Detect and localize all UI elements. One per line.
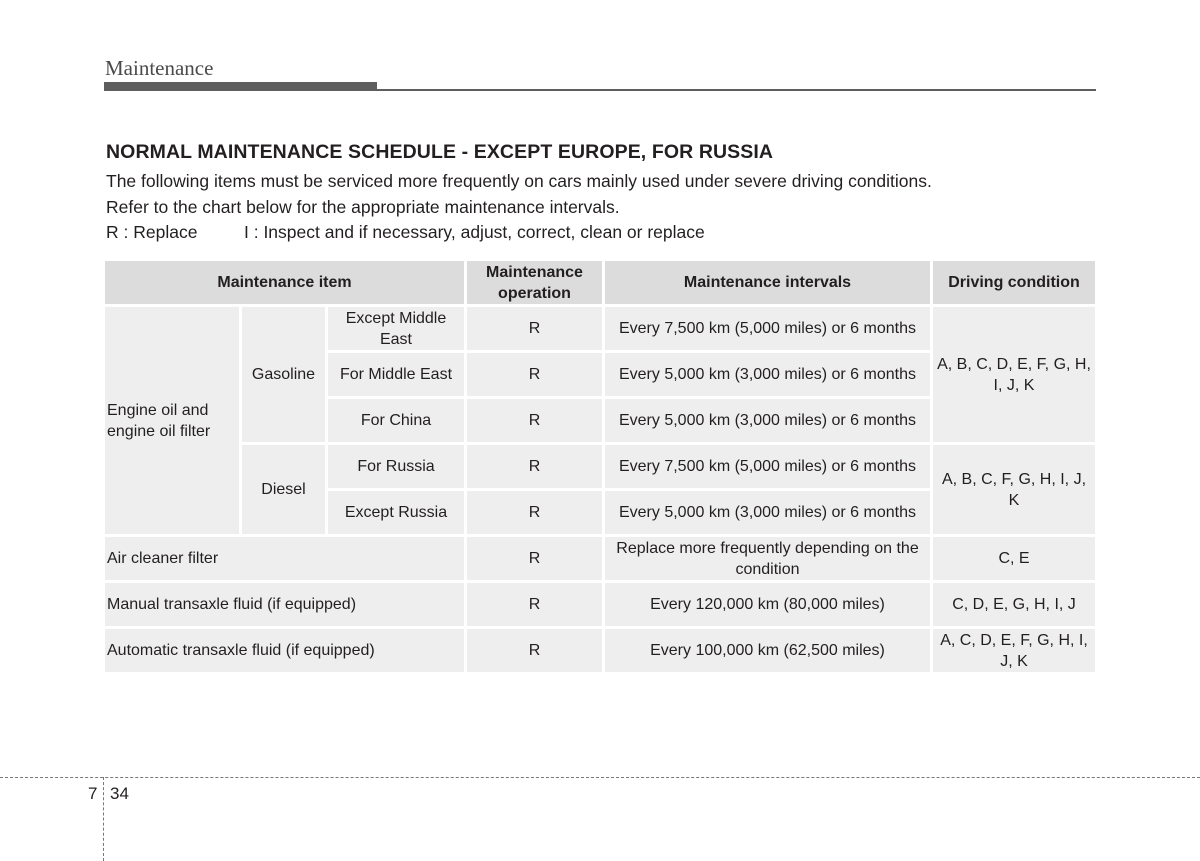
interval-cell: Every 7,500 km (5,000 miles) or 6 months	[605, 307, 930, 350]
table-header-row	[105, 261, 1095, 304]
operation-cell: R	[467, 307, 602, 350]
condition-cell: C, E	[933, 537, 1095, 580]
operation-cell: R	[467, 629, 602, 672]
interval-cell: Every 5,000 km (3,000 miles) or 6 months	[605, 491, 930, 534]
item-cell: Automatic transaxle fluid (if equipped)	[105, 629, 464, 672]
footer-divider-horizontal	[0, 777, 1200, 778]
interval-cell: Every 7,500 km (5,000 miles) or 6 months	[605, 445, 930, 488]
operation-cell: R	[467, 537, 602, 580]
interval-cell: Replace more frequently depending on the condition	[605, 537, 930, 580]
maintenance-schedule-table	[102, 258, 1098, 675]
table-row	[105, 583, 1095, 626]
header-maintenance-item: Maintenance item	[105, 261, 464, 304]
item-cell: Manual transaxle fluid (if equipped)	[105, 583, 464, 626]
item-cell: Air cleaner filter	[105, 537, 464, 580]
gasoline-condition: A, B, C, D, E, F, G, H, I, J, K	[933, 307, 1095, 442]
variant-cell: Except Russia	[328, 491, 464, 534]
header-bar-thick	[104, 82, 377, 91]
interval-cell: Every 5,000 km (3,000 miles) or 6 months	[605, 399, 930, 442]
interval-cell: Every 120,000 km (80,000 miles)	[605, 583, 930, 626]
table-row	[105, 307, 1095, 350]
header-rule	[377, 89, 1096, 91]
table-row	[105, 629, 1095, 672]
legend-line	[106, 222, 705, 243]
section-title: Maintenance	[105, 56, 214, 80]
variant-cell: For Middle East	[328, 353, 464, 396]
legend-replace: R : Replace	[106, 222, 198, 242]
variant-cell: For Russia	[328, 445, 464, 488]
variant-cell: For China	[328, 399, 464, 442]
table-row	[105, 537, 1095, 580]
intro-line-1: The following items must be serviced more frequently on cars mainly used under severe driving conditions.	[106, 171, 932, 191]
operation-cell: R	[467, 445, 602, 488]
header-maintenance-operation: Maintenance operation	[467, 261, 602, 304]
chapter-number: 7	[88, 784, 98, 803]
operation-cell: R	[467, 353, 602, 396]
table-row	[105, 445, 1095, 488]
legend-inspect: I : Inspect and if necessary, adjust, correct, clean or replace	[244, 222, 705, 242]
variant-cell: Except Middle East	[328, 307, 464, 350]
diesel-condition: A, B, C, F, G, H, I, J, K	[933, 445, 1095, 534]
engine-oil-item: Engine oil and engine oil filter	[105, 307, 239, 534]
interval-cell: Every 5,000 km (3,000 miles) or 6 months	[605, 353, 930, 396]
header-driving-condition: Driving condition	[933, 261, 1095, 304]
condition-cell: C, D, E, G, H, I, J	[933, 583, 1095, 626]
operation-cell: R	[467, 491, 602, 534]
condition-cell: A, C, D, E, F, G, H, I, J, K	[933, 629, 1095, 672]
intro-line-2: Refer to the chart below for the appropriate maintenance intervals.	[106, 197, 620, 217]
diesel-label: Diesel	[242, 445, 325, 534]
page-number: 34	[110, 784, 129, 803]
operation-cell: R	[467, 399, 602, 442]
page-heading: NORMAL MAINTENANCE SCHEDULE - EXCEPT EUROPE, FOR RUSSIA	[106, 141, 774, 163]
header-maintenance-intervals: Maintenance intervals	[605, 261, 930, 304]
operation-cell: R	[467, 583, 602, 626]
footer-divider-vertical	[103, 777, 104, 861]
gasoline-label: Gasoline	[242, 307, 325, 442]
interval-cell: Every 100,000 km (62,500 miles)	[605, 629, 930, 672]
